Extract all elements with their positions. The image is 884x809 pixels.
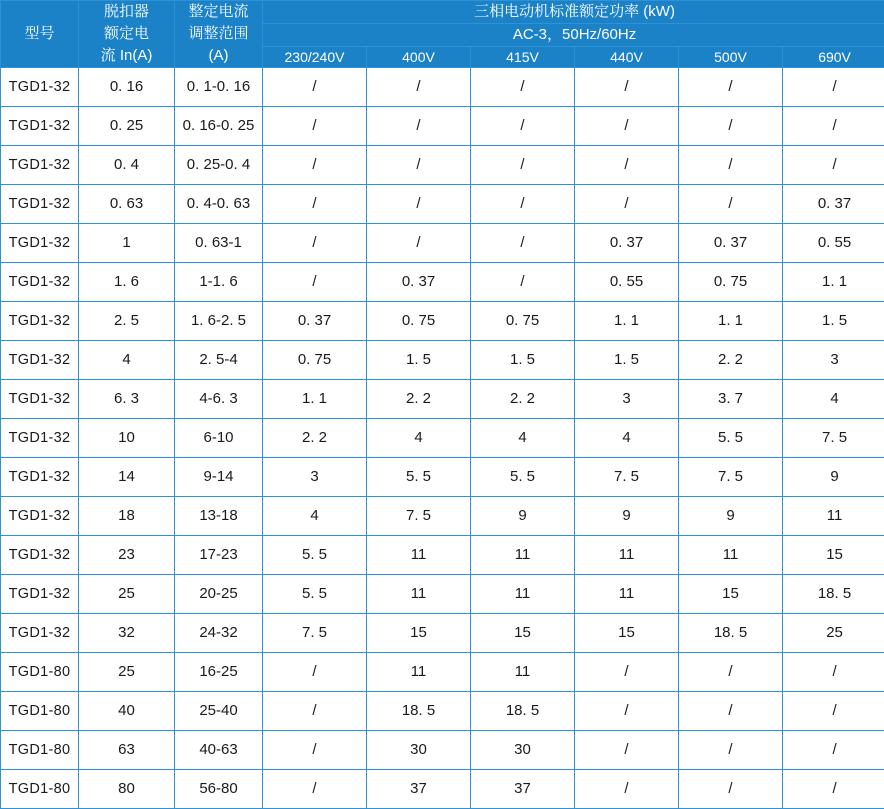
cell-power-400V: 18. 5	[367, 691, 471, 730]
table-row	[1, 418, 884, 457]
cell-power-690V: /	[783, 652, 884, 691]
cell-power-415V: 30	[471, 730, 575, 769]
cell-power-230/240V: /	[263, 106, 367, 145]
table-row	[1, 652, 884, 691]
cell-power-230/240V: /	[263, 223, 367, 262]
cell-setting-range: 0. 1-0. 16	[175, 67, 263, 106]
header-setting-range-line2: 调整范围	[175, 23, 262, 45]
table-row	[1, 223, 884, 262]
cell-power-440V: /	[575, 691, 679, 730]
cell-power-415V: 1. 5	[471, 340, 575, 379]
cell-power-415V: 15	[471, 613, 575, 652]
table-row	[1, 262, 884, 301]
table-row	[1, 691, 884, 730]
cell-trip-current: 80	[79, 769, 175, 808]
cell-power-230/240V: 5. 5	[263, 574, 367, 613]
cell-power-230/240V: /	[263, 67, 367, 106]
cell-model: TGD1-80	[1, 730, 79, 769]
cell-power-230/240V: 2. 2	[263, 418, 367, 457]
table-row	[1, 379, 884, 418]
cell-power-230/240V: 0. 75	[263, 340, 367, 379]
table-header	[1, 1, 884, 68]
cell-trip-current: 2. 5	[79, 301, 175, 340]
header-voltage-415: 415V	[471, 46, 575, 67]
cell-power-690V: 0. 55	[783, 223, 884, 262]
cell-power-415V: 0. 75	[471, 301, 575, 340]
table-row	[1, 301, 884, 340]
cell-power-230/240V: /	[263, 184, 367, 223]
cell-power-440V: 11	[575, 535, 679, 574]
cell-power-690V: /	[783, 67, 884, 106]
cell-power-500V: 18. 5	[679, 613, 783, 652]
cell-power-400V: /	[367, 67, 471, 106]
header-voltage-690: 690V	[783, 46, 884, 67]
cell-power-400V: 11	[367, 652, 471, 691]
cell-power-415V: 4	[471, 418, 575, 457]
cell-power-690V: 25	[783, 613, 884, 652]
cell-setting-range: 6-10	[175, 418, 263, 457]
cell-trip-current: 1	[79, 223, 175, 262]
cell-power-690V: /	[783, 691, 884, 730]
cell-power-230/240V: /	[263, 691, 367, 730]
cell-power-690V: 15	[783, 535, 884, 574]
header-setting-range	[175, 1, 263, 68]
cell-power-400V: 7. 5	[367, 496, 471, 535]
cell-power-400V: 0. 75	[367, 301, 471, 340]
cell-trip-current: 0. 4	[79, 145, 175, 184]
cell-power-500V: 3. 7	[679, 379, 783, 418]
cell-setting-range: 0. 63-1	[175, 223, 263, 262]
cell-trip-current: 14	[79, 457, 175, 496]
cell-power-415V: /	[471, 184, 575, 223]
cell-power-400V: 15	[367, 613, 471, 652]
cell-power-415V: /	[471, 67, 575, 106]
cell-power-415V: 11	[471, 574, 575, 613]
cell-model: TGD1-80	[1, 691, 79, 730]
header-trip-current	[79, 1, 175, 68]
cell-power-690V: /	[783, 106, 884, 145]
cell-trip-current: 1. 6	[79, 262, 175, 301]
cell-trip-current: 23	[79, 535, 175, 574]
cell-power-500V: 0. 75	[679, 262, 783, 301]
cell-setting-range: 0. 4-0. 63	[175, 184, 263, 223]
table-row	[1, 574, 884, 613]
cell-power-230/240V: /	[263, 769, 367, 808]
cell-model: TGD1-32	[1, 106, 79, 145]
header-setting-range-line3: (A)	[175, 45, 262, 67]
cell-power-230/240V: 7. 5	[263, 613, 367, 652]
cell-power-500V: /	[679, 106, 783, 145]
table-row	[1, 67, 884, 106]
table-body	[1, 67, 884, 808]
cell-power-500V: /	[679, 652, 783, 691]
header-power-group: 三相电动机标准额定功率 (kW)	[263, 1, 884, 24]
cell-power-500V: 2. 2	[679, 340, 783, 379]
cell-power-690V: 18. 5	[783, 574, 884, 613]
header-setting-range-line1: 整定电流	[175, 1, 262, 23]
header-voltage-400: 400V	[367, 46, 471, 67]
cell-power-690V: 1. 1	[783, 262, 884, 301]
cell-power-400V: 4	[367, 418, 471, 457]
cell-setting-range: 1. 6-2. 5	[175, 301, 263, 340]
cell-setting-range: 16-25	[175, 652, 263, 691]
cell-power-400V: /	[367, 223, 471, 262]
cell-power-440V: /	[575, 652, 679, 691]
cell-power-440V: 1. 1	[575, 301, 679, 340]
cell-power-440V: 9	[575, 496, 679, 535]
cell-power-440V: /	[575, 67, 679, 106]
cell-model: TGD1-32	[1, 418, 79, 457]
cell-power-690V: /	[783, 769, 884, 808]
cell-power-440V: 11	[575, 574, 679, 613]
table-row	[1, 613, 884, 652]
cell-power-440V: 0. 55	[575, 262, 679, 301]
cell-power-500V: /	[679, 145, 783, 184]
cell-power-690V: /	[783, 145, 884, 184]
cell-model: TGD1-32	[1, 379, 79, 418]
cell-power-415V: 37	[471, 769, 575, 808]
cell-power-400V: 5. 5	[367, 457, 471, 496]
cell-model: TGD1-32	[1, 340, 79, 379]
cell-power-440V: /	[575, 769, 679, 808]
cell-model: TGD1-32	[1, 145, 79, 184]
cell-power-690V: 11	[783, 496, 884, 535]
table-row	[1, 145, 884, 184]
cell-setting-range: 17-23	[175, 535, 263, 574]
cell-power-500V: 0. 37	[679, 223, 783, 262]
cell-power-500V: 5. 5	[679, 418, 783, 457]
cell-setting-range: 1-1. 6	[175, 262, 263, 301]
cell-model: TGD1-80	[1, 652, 79, 691]
cell-power-400V: /	[367, 184, 471, 223]
table-row	[1, 535, 884, 574]
cell-trip-current: 4	[79, 340, 175, 379]
cell-power-440V: 4	[575, 418, 679, 457]
cell-power-500V: 1. 1	[679, 301, 783, 340]
cell-power-415V: /	[471, 223, 575, 262]
cell-model: TGD1-32	[1, 262, 79, 301]
cell-power-690V: 1. 5	[783, 301, 884, 340]
cell-power-690V: 9	[783, 457, 884, 496]
cell-power-690V: 0. 37	[783, 184, 884, 223]
header-ac-spec: AC-3，50Hz/60Hz	[263, 23, 884, 46]
cell-model: TGD1-32	[1, 613, 79, 652]
cell-model: TGD1-32	[1, 184, 79, 223]
cell-power-440V: 3	[575, 379, 679, 418]
cell-trip-current: 63	[79, 730, 175, 769]
cell-power-690V: /	[783, 730, 884, 769]
cell-power-440V: /	[575, 730, 679, 769]
cell-power-690V: 3	[783, 340, 884, 379]
cell-setting-range: 25-40	[175, 691, 263, 730]
cell-setting-range: 0. 16-0. 25	[175, 106, 263, 145]
cell-power-415V: /	[471, 262, 575, 301]
cell-trip-current: 32	[79, 613, 175, 652]
cell-setting-range: 2. 5-4	[175, 340, 263, 379]
cell-setting-range: 56-80	[175, 769, 263, 808]
cell-trip-current: 40	[79, 691, 175, 730]
cell-power-415V: 18. 5	[471, 691, 575, 730]
cell-model: TGD1-32	[1, 223, 79, 262]
cell-model: TGD1-32	[1, 301, 79, 340]
table-row	[1, 769, 884, 808]
cell-power-400V: /	[367, 106, 471, 145]
cell-power-500V: 11	[679, 535, 783, 574]
cell-power-440V: 0. 37	[575, 223, 679, 262]
cell-power-400V: 2. 2	[367, 379, 471, 418]
cell-power-400V: 37	[367, 769, 471, 808]
cell-setting-range: 24-32	[175, 613, 263, 652]
cell-setting-range: 20-25	[175, 574, 263, 613]
cell-power-230/240V: 4	[263, 496, 367, 535]
header-voltage-500: 500V	[679, 46, 783, 67]
cell-power-440V: 15	[575, 613, 679, 652]
cell-power-415V: /	[471, 145, 575, 184]
cell-trip-current: 0. 25	[79, 106, 175, 145]
cell-power-415V: 9	[471, 496, 575, 535]
cell-power-500V: /	[679, 730, 783, 769]
cell-power-440V: 7. 5	[575, 457, 679, 496]
cell-setting-range: 9-14	[175, 457, 263, 496]
cell-power-230/240V: 1. 1	[263, 379, 367, 418]
cell-model: TGD1-32	[1, 574, 79, 613]
cell-power-440V: /	[575, 184, 679, 223]
cell-power-690V: 7. 5	[783, 418, 884, 457]
cell-trip-current: 0. 63	[79, 184, 175, 223]
table-row	[1, 184, 884, 223]
cell-power-415V: /	[471, 106, 575, 145]
cell-power-415V: 2. 2	[471, 379, 575, 418]
cell-power-440V: /	[575, 145, 679, 184]
cell-power-230/240V: /	[263, 652, 367, 691]
cell-power-415V: 11	[471, 652, 575, 691]
cell-model: TGD1-32	[1, 457, 79, 496]
cell-model: TGD1-32	[1, 67, 79, 106]
cell-setting-range: 4-6. 3	[175, 379, 263, 418]
cell-power-230/240V: 0. 37	[263, 301, 367, 340]
cell-trip-current: 0. 16	[79, 67, 175, 106]
cell-power-500V: 7. 5	[679, 457, 783, 496]
header-model: 型号	[1, 1, 79, 68]
cell-power-400V: /	[367, 145, 471, 184]
cell-power-400V: 1. 5	[367, 340, 471, 379]
cell-power-500V: /	[679, 691, 783, 730]
cell-power-500V: 15	[679, 574, 783, 613]
cell-power-230/240V: 5. 5	[263, 535, 367, 574]
cell-model: TGD1-80	[1, 769, 79, 808]
cell-model: TGD1-32	[1, 535, 79, 574]
cell-power-400V: 11	[367, 535, 471, 574]
cell-power-400V: 11	[367, 574, 471, 613]
cell-power-500V: 9	[679, 496, 783, 535]
header-trip-current-line3: 流 In(A)	[79, 45, 174, 67]
header-trip-current-line2: 额定电	[79, 23, 174, 45]
cell-model: TGD1-32	[1, 496, 79, 535]
table-row	[1, 106, 884, 145]
header-voltage-440: 440V	[575, 46, 679, 67]
cell-power-415V: 5. 5	[471, 457, 575, 496]
cell-trip-current: 10	[79, 418, 175, 457]
cell-power-230/240V: /	[263, 730, 367, 769]
header-voltage-230-240: 230/240V	[263, 46, 367, 67]
cell-power-415V: 11	[471, 535, 575, 574]
cell-trip-current: 25	[79, 652, 175, 691]
cell-power-500V: /	[679, 184, 783, 223]
cell-power-500V: /	[679, 769, 783, 808]
cell-trip-current: 25	[79, 574, 175, 613]
cell-setting-range: 40-63	[175, 730, 263, 769]
cell-trip-current: 6. 3	[79, 379, 175, 418]
cell-power-500V: /	[679, 67, 783, 106]
cell-power-400V: 30	[367, 730, 471, 769]
cell-setting-range: 0. 25-0. 4	[175, 145, 263, 184]
cell-trip-current: 18	[79, 496, 175, 535]
cell-power-690V: 4	[783, 379, 884, 418]
cell-power-440V: /	[575, 106, 679, 145]
cell-power-230/240V: 3	[263, 457, 367, 496]
table-row	[1, 457, 884, 496]
table-row	[1, 340, 884, 379]
table-row	[1, 730, 884, 769]
table-row	[1, 496, 884, 535]
cell-power-440V: 1. 5	[575, 340, 679, 379]
cell-setting-range: 13-18	[175, 496, 263, 535]
header-trip-current-line1: 脱扣器	[79, 1, 174, 23]
cell-power-230/240V: /	[263, 145, 367, 184]
cell-power-400V: 0. 37	[367, 262, 471, 301]
cell-power-230/240V: /	[263, 262, 367, 301]
